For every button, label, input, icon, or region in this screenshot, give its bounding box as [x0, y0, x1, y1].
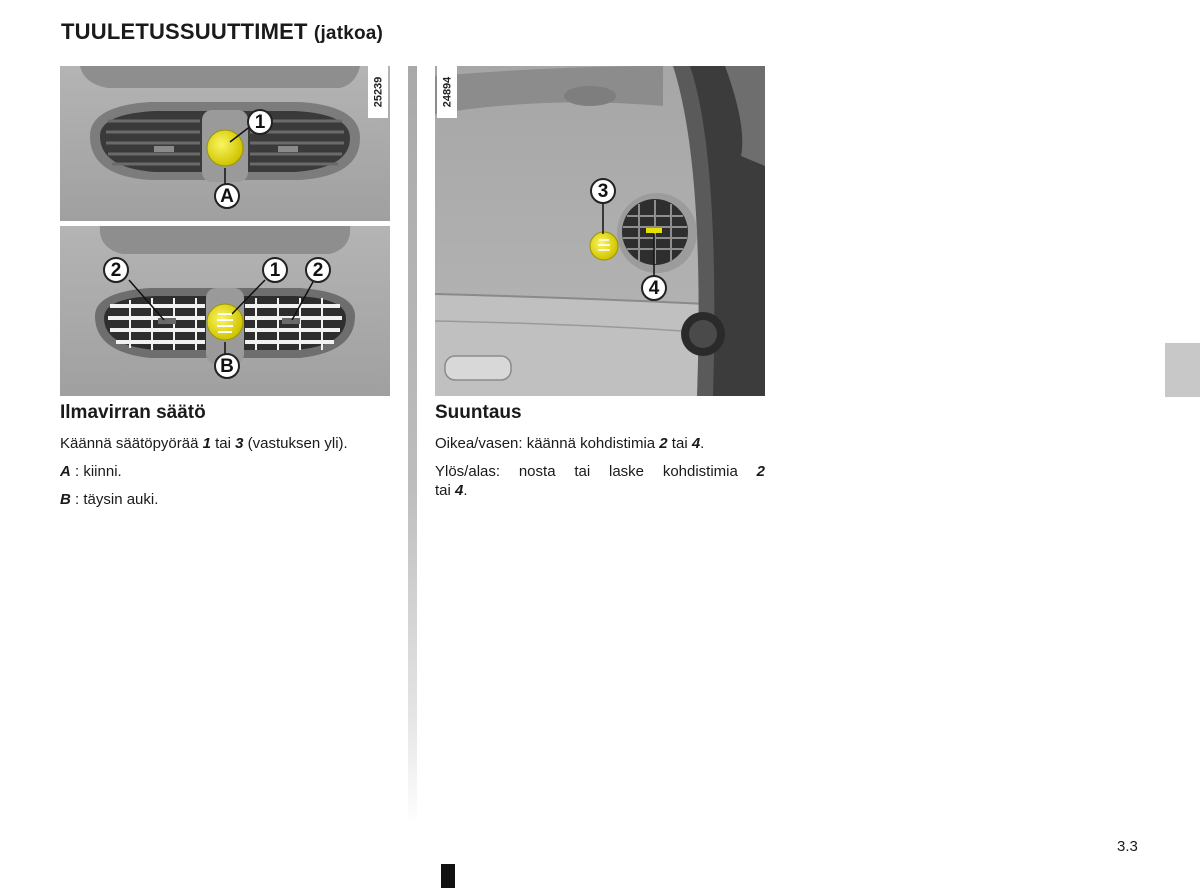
- page-number: 3.3: [1117, 838, 1138, 855]
- paragraph-up-down-continued: tai 4.: [435, 482, 468, 499]
- callout-1: 1: [262, 257, 288, 283]
- paragraph-state-open: B : täysin auki.: [60, 491, 159, 508]
- title-main: TUULETUSSUUTTIMET: [61, 19, 308, 44]
- paragraph-up-down: Ylös/alas: nosta tai laske kohdistimia 2: [435, 463, 765, 480]
- figure-side-vent: [435, 66, 765, 396]
- callout-1: 1: [247, 109, 273, 135]
- callout-2: 2: [305, 257, 331, 283]
- callout-2: 2: [103, 257, 129, 283]
- figure-reference-code: 25239: [368, 66, 388, 118]
- paragraph-state-closed: A : kiinni.: [60, 463, 122, 480]
- page-title: [61, 19, 383, 45]
- callout-4: 4: [641, 275, 667, 301]
- callout-3: 3: [590, 178, 616, 204]
- callout-b: B: [214, 353, 240, 379]
- callout-a: A: [214, 183, 240, 209]
- column-divider: [408, 66, 417, 826]
- paragraph-airflow-instruction: Käännä säätöpyörää 1 tai 3 (vastuksen yli).: [60, 435, 348, 452]
- title-continued: (jatkoa): [313, 23, 384, 44]
- section-thumb-tab: [1165, 343, 1200, 397]
- section-heading-airflow: Ilmavirran säätö: [60, 402, 206, 423]
- binding-mark: [441, 864, 455, 888]
- figure-reference-code: 24894: [437, 66, 457, 118]
- section-heading-direction: Suuntaus: [435, 402, 522, 423]
- paragraph-left-right: Oikea/vasen: käännä kohdistimia 2 tai 4.: [435, 435, 705, 452]
